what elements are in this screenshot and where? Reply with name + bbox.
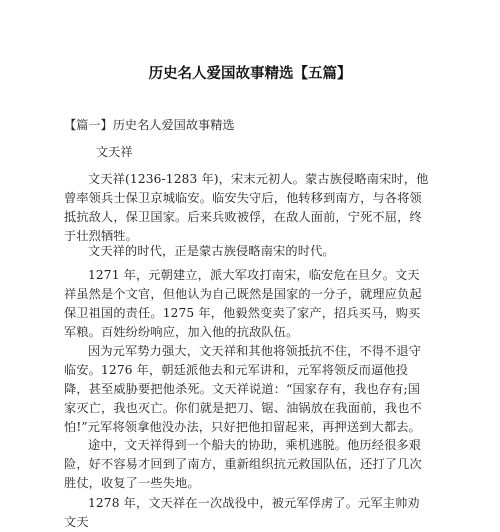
- paragraph-text: 1278 年，文天祥在一次战役中，被元军俘虏了。元军主帅劝文天: [64, 496, 420, 529]
- paragraph-text: 1271 年，元朝建立，派大军攻打南宋，临安危在旦夕。文天祥虽然是个文官，但他认为自己既然是国家的一分子，就理应负起保卫祖国的责任。1275 年，他毅然变卖了家产，招兵买马，购买军粮。百姓纷纷响应，加入他的抗敌队伍。: [64, 268, 422, 339]
- paragraph-1: [64, 170, 430, 246]
- paragraph-text: 因为元军势力强大，文天祥和其他将领抵抗不住，不得不退守临安。1276 年，朝廷派他去和元军讲和，元军将领反而逼他投降，甚至威胁要把他杀死。文天祥说道：“国家存有，我也存有;国家灭亡，我也灭亡。你们就是把刀、锯、油锅放在我面前，我也不怕!”元军将领拿他没办法，只好把他扣留起来，再押送到大都去。: [64, 344, 422, 434]
- paragraph-2: [64, 242, 430, 261]
- paragraph-5: [64, 436, 430, 493]
- document-title: 历史名人爱国故事精选【五篇】: [148, 66, 352, 82]
- paragraph-3: [64, 266, 430, 342]
- section-heading: 【篇一】历史名人爱国故事精选: [64, 118, 235, 132]
- subheading: 文天祥: [96, 145, 133, 159]
- paragraph-text: 途中，文天祥得到一个船夫的协助，乘机逃脱。他历经很多艰险，好不容易才回到了南方，重新组织抗元救国队伍，还打了几次胜仗，收复了一些失地。: [64, 438, 422, 490]
- paragraph-text: 文天祥(1236-1283 年)，宋末元初人。蒙古族侵略南宋时，他曾率领兵士保卫京城临安。临安失守后，他转移到南方，与各将领抵抗敌人，保卫国家。后来兵败被俘，在敌人面前，宁死不屈，终于壮烈牺牲。: [64, 172, 429, 243]
- paragraph-6: [64, 494, 430, 529]
- paragraph-text: 文天祥的时代，正是蒙古族侵略南宋的时代。: [88, 244, 335, 258]
- paragraph-4: [64, 342, 430, 437]
